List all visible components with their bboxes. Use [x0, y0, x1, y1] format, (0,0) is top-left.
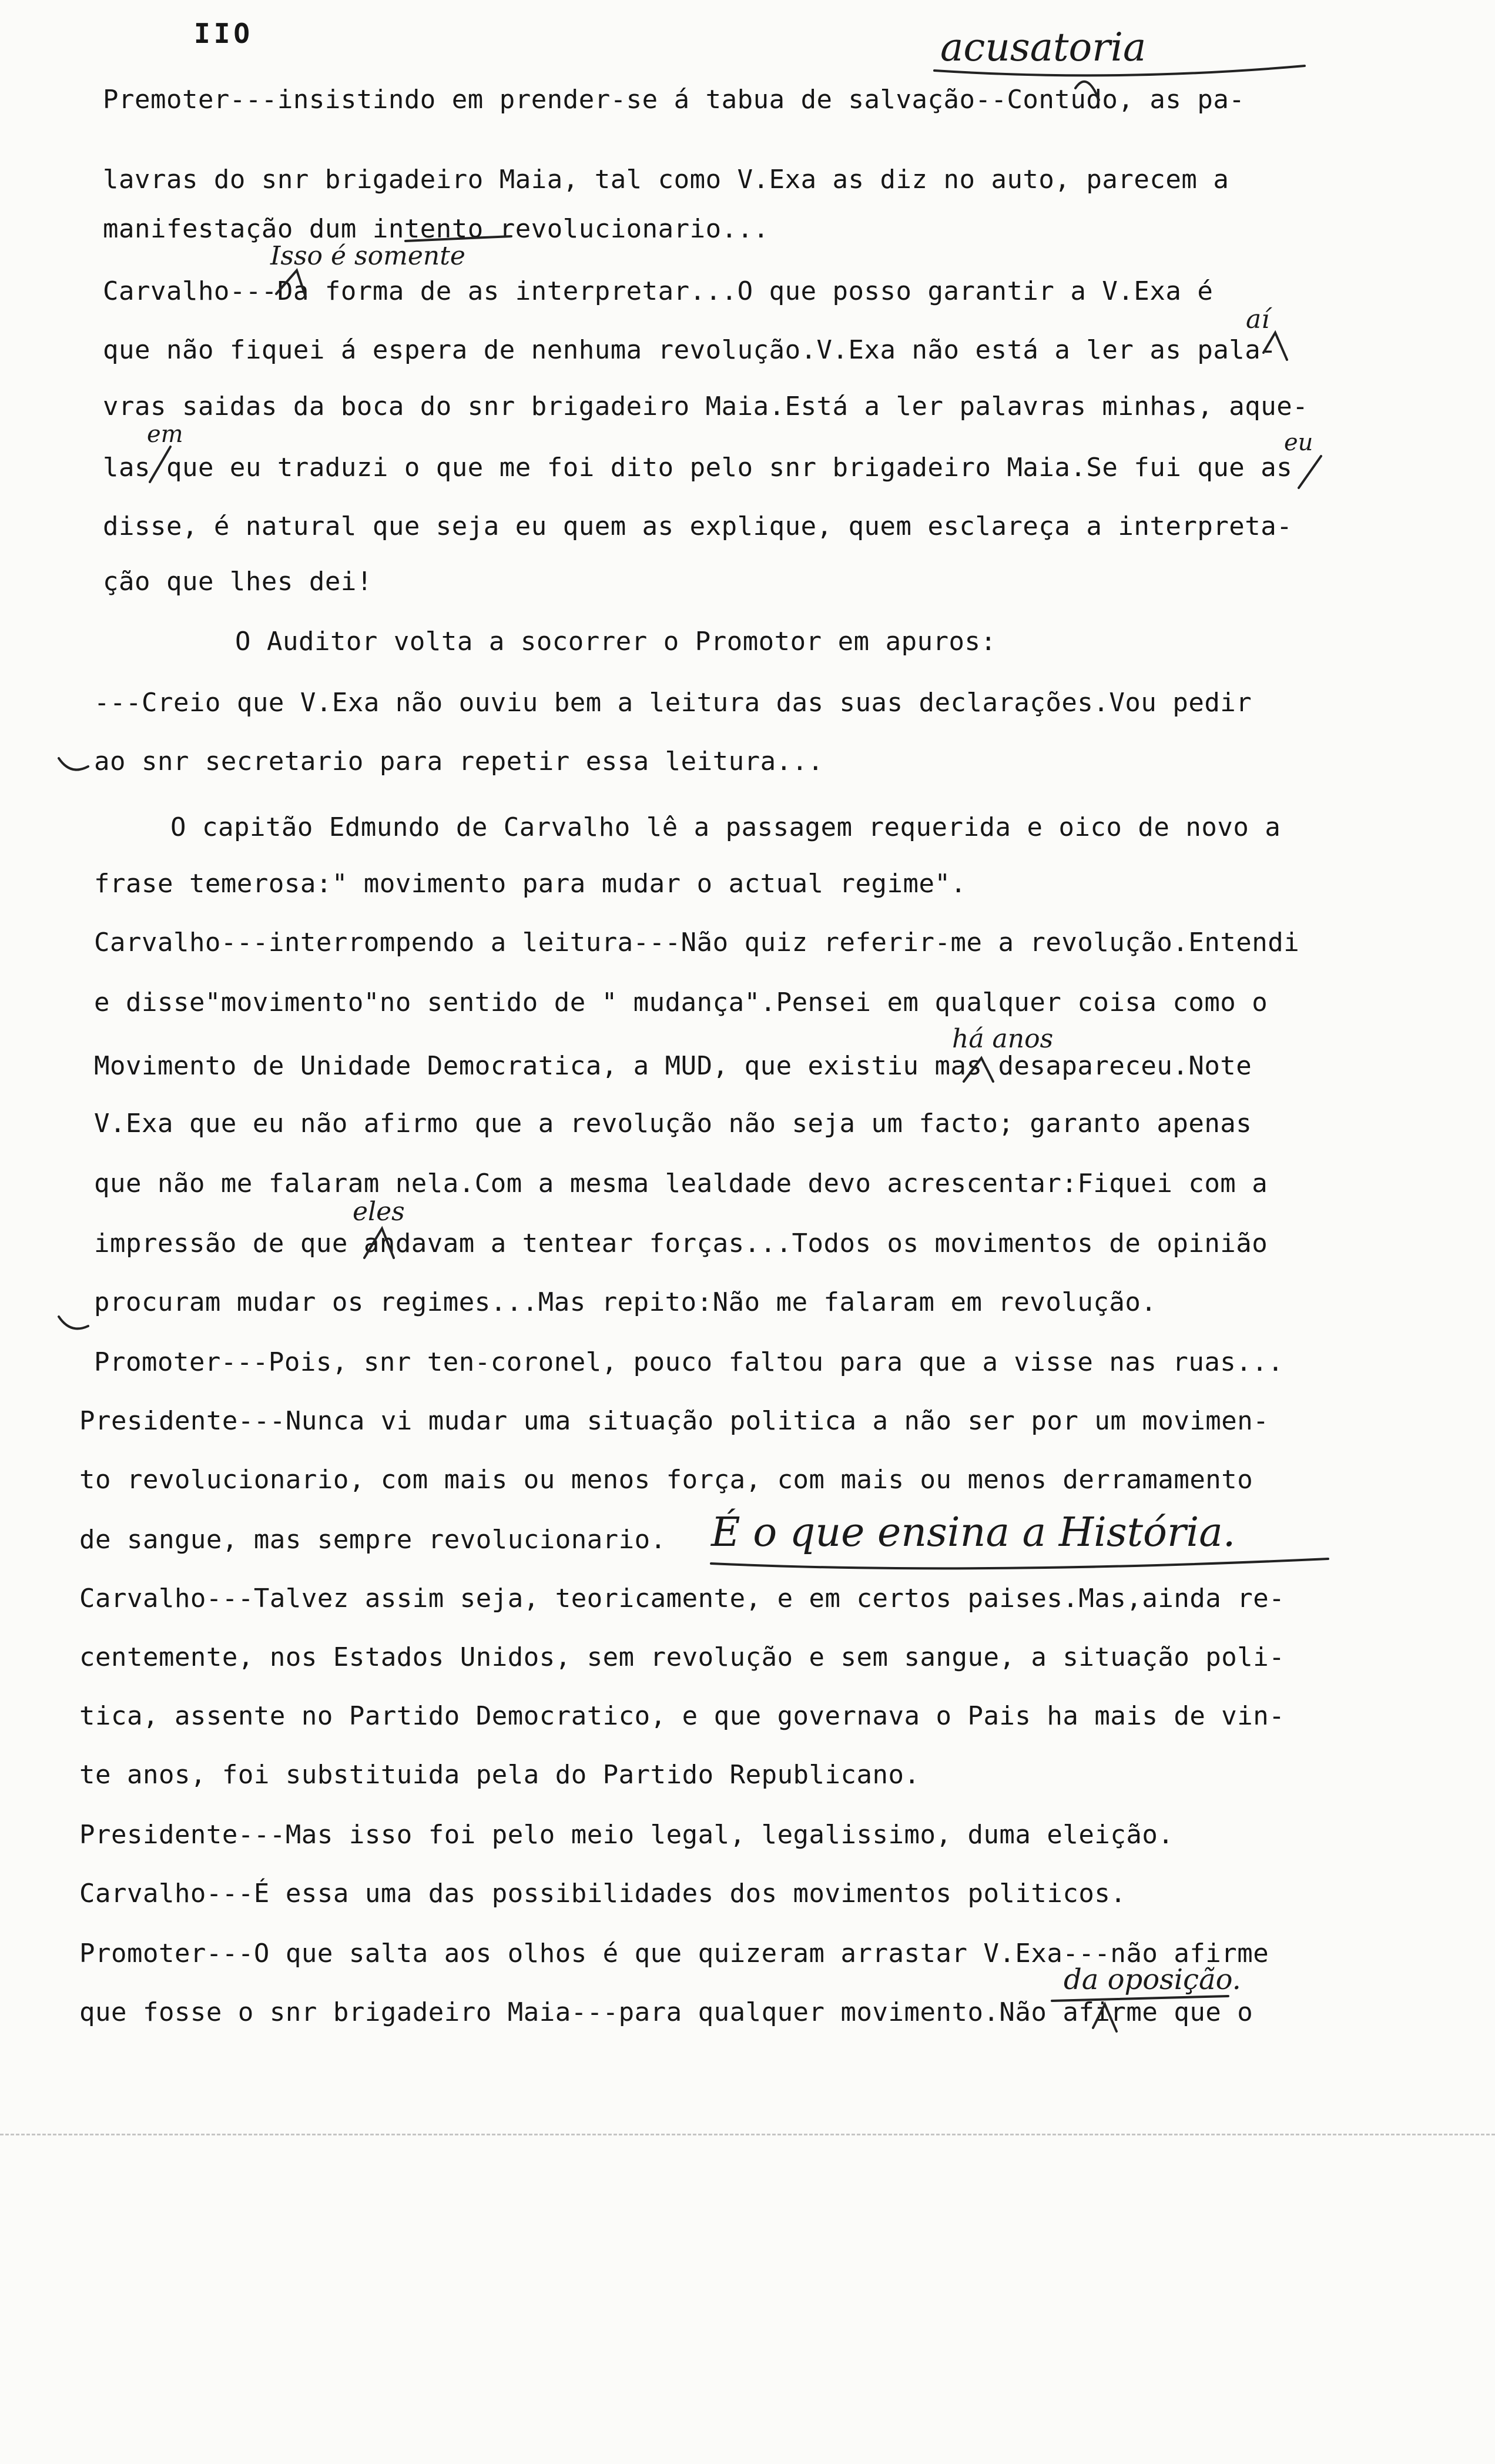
handwritten-note-historia: É o que ensina a História. — [711, 1509, 1236, 1556]
text-line: ção que lhes dei! — [103, 567, 373, 597]
text-line: Carvalho---É essa uma das possibilidades dos movimentos politicos. — [79, 1879, 1127, 1909]
text-line: que fosse o snr brigadeiro Maia---para qualquer movimento.Não afirme que o — [79, 1997, 1253, 2027]
text-line: las que eu traduzi o que me foi dito pelo snr brigadeiro Maia.Se fui que as — [103, 453, 1293, 483]
text-line: O capitão Edmundo de Carvalho lê a passagem requerida e oico de novo a — [170, 812, 1281, 842]
handwritten-note-em: em — [147, 421, 183, 448]
text-line: te anos, foi substituida pela do Partido Republicano. — [79, 1760, 920, 1790]
underline-intento — [405, 236, 511, 241]
text-line: to revolucionario, com mais ou menos força, com mais ou menos derramamento — [79, 1465, 1253, 1495]
text-line: impressão de que andavam a tentear forças...Todos os movimentos de opinião — [94, 1228, 1268, 1258]
text-line: centemente, nos Estados Unidos, sem revolução e sem sangue, a situação poli- — [79, 1642, 1285, 1672]
insertion-caret-em — [150, 447, 170, 482]
underline-da-oposicao — [1052, 1996, 1228, 2001]
handwritten-note-ha-anos: há anos — [952, 1024, 1054, 1054]
page-number: IIO — [194, 18, 254, 49]
text-line: V.Exa que eu não afirmo que a revolução não seja um facto; garanto apenas — [94, 1109, 1252, 1139]
text-line: manifestação dum intento revolucionario... — [103, 214, 769, 244]
text-line: ao snr secretario para repetir essa leitura... — [94, 746, 824, 776]
text-line: Presidente---Nunca vi mudar uma situação politica a não ser por um movimen- — [79, 1406, 1269, 1436]
margin-bracket-left-2 — [59, 1317, 88, 1328]
insertion-caret-oposicao — [1093, 2004, 1117, 2031]
page-edge-rule — [0, 2134, 1495, 2137]
text-line: que não me falaram nela.Com a mesma lealdade devo acrescentar:Fiquei com a — [94, 1169, 1268, 1198]
text-line: Movimento de Unidade Democratica, a MUD, que existiu mas desapareceu.Note — [94, 1051, 1252, 1081]
handwritten-note-ai: aí — [1246, 304, 1270, 334]
text-line: Presidente---Mas isso foi pelo meio legal, legalissimo, duma eleição. — [79, 1820, 1174, 1850]
text-line: O Auditor volta a socorrer o Promotor em apuros: — [235, 627, 997, 657]
text-line: vras saidas da boca do snr brigadeiro Maia.Está a ler palavras minhas, aque- — [103, 391, 1309, 421]
insertion-caret-eu — [1299, 456, 1321, 488]
handwritten-note-acusatoria: acusatoria — [940, 25, 1147, 70]
text-line: Carvalho---Da forma de as interpretar...O que posso garantir a V.Exa é — [103, 276, 1214, 306]
text-line: lavras do snr brigadeiro Maia, tal como V.Exa as diz no auto, parecem a — [103, 165, 1229, 195]
text-line: de sangue, mas sempre revolucionario. — [79, 1525, 666, 1555]
underline-acusatoria — [934, 66, 1305, 75]
text-line: ---Creio que V.Exa não ouviu bem a leitura das suas declarações.Vou pedir — [94, 688, 1252, 718]
insertion-caret-isso — [276, 270, 306, 297]
text-line: Carvalho---Talvez assim seja, teoricamente, e em certos paises.Mas,ainda re- — [79, 1583, 1285, 1613]
handwritten-note-eu: eu — [1284, 429, 1313, 456]
handwritten-note-isso-somente: Isso é somente — [270, 241, 465, 271]
text-line: tica, assente no Partido Democratico, e que governava o Pais ha mais de vin- — [79, 1701, 1285, 1731]
insertion-caret-ha-anos — [964, 1058, 993, 1082]
text-line: disse, é natural que seja eu quem as explique, quem esclareça a interpreta- — [103, 511, 1293, 541]
text-line: que não fiquei á espera de nenhuma revolução.V.Exa não está a ler as pala- — [103, 335, 1277, 365]
underline-historia — [711, 1559, 1328, 1568]
handwritten-note-eles: eles — [353, 1197, 405, 1227]
insertion-caret-top — [1075, 82, 1099, 100]
text-line: Premoter---insistindo em prender-se á tabua de salvação--Contudo, as pa- — [103, 85, 1245, 115]
text-line: e disse"movimento"no sentido de " mudança".Pensei em qualquer coisa como o — [94, 987, 1268, 1017]
margin-bracket-left — [59, 758, 88, 770]
insertion-caret-ai — [1263, 333, 1287, 360]
text-line: procuram mudar os regimes...Mas repito:Não me falaram em revolução. — [94, 1287, 1157, 1317]
text-line: frase temerosa:" movimento para mudar o actual regime". — [94, 869, 967, 899]
insertion-caret-eles — [364, 1228, 394, 1258]
text-line: Carvalho---interrompendo a leitura---Não quiz referir-me a revolução.Entendi — [94, 928, 1300, 958]
text-line: Promoter---O que salta aos olhos é que quizeram arrastar V.Exa---não afirme — [79, 1939, 1269, 1968]
handwritten-note-da-oposicao: da oposição. — [1064, 1963, 1241, 1996]
text-line: Promoter---Pois, snr ten-coronel, pouco faltou para que a visse nas ruas... — [94, 1347, 1284, 1377]
